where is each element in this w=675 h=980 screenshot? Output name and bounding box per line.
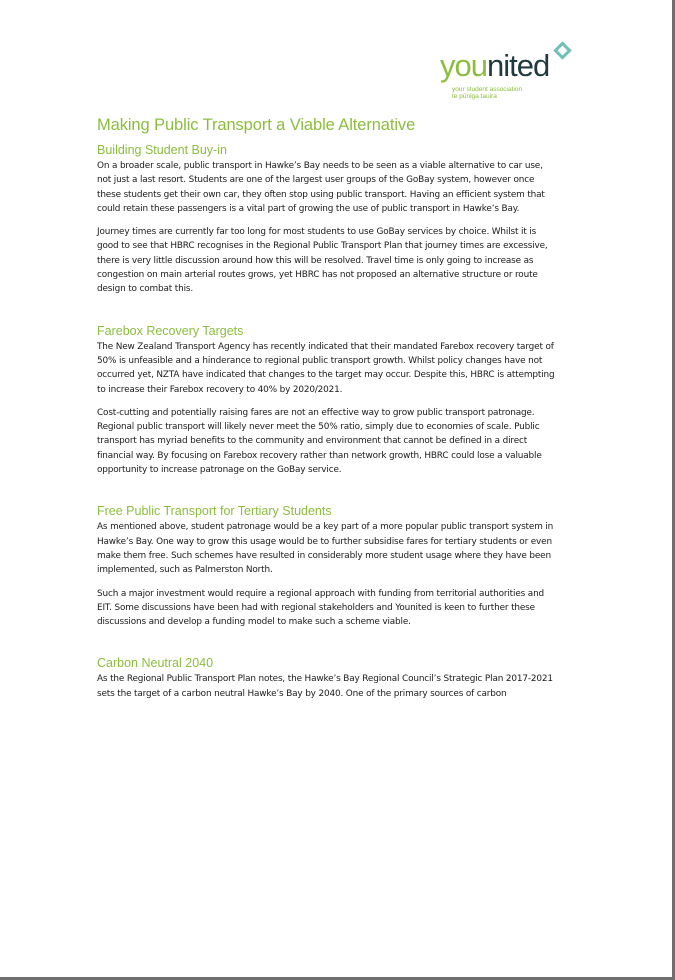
section-free-public-transport	[97, 504, 557, 629]
logo-word-part1: you	[440, 48, 487, 83]
paragraph: On a broader scale, public transport in Hawke’s Bay needs to be seen as a viable alternative to car use, not just a last resort. Students are one of the largest user groups of the GoBay system, however once these students get their own car, they often stop using public transport. Having an efficient system that could retain these passengers is a vital part of growing the use of public transport in Hawke’s Bay.	[97, 161, 545, 214]
logo-tagline-line2: te pūniga tauira	[452, 93, 497, 100]
diamond-icon	[553, 41, 571, 59]
section-farebox-recovery-targets	[97, 324, 557, 478]
section-heading: Building Student Buy-in	[97, 143, 227, 157]
logo-tagline	[452, 86, 522, 100]
paragraph: Journey times are currently far too long for most students to use GoBay services by choice. Whilst it is good to see that HBRC recognises in the Regional Public Transport Plan that journey times are excessive, there is very little discussion around how this will be resolved. Travel time is only going to increase as congestion on main arterial routes grows, yet HBRC has not proposed an alternative structure or route design to combat this.	[97, 227, 548, 295]
paragraph: As mentioned above, student patronage would be a key part of a more popular public transport system in Hawke’s Bay. One way to grow this usage would be to further subsidise fares for tertiary students or even make them free. Such schemes have resulted in considerably more student usage where they have been implemented, such as Palmerston North.	[97, 522, 554, 576]
page-title: Making Public Transport a Viable Alternative	[97, 116, 416, 134]
document-body	[97, 116, 557, 710]
paragraph: As the Regional Public Transport Plan notes, the Hawke’s Bay Regional Council’s Strategic Plan 2017-2021 sets the target of a carbon neutral Hawke’s Bay by 2040. One of the primary sources of carbon	[97, 674, 553, 699]
section-carbon-neutral-2040	[97, 656, 557, 701]
section-building-student-buy-in	[97, 143, 557, 297]
logo-tagline-line1: your student association	[452, 86, 523, 93]
logo-word-part2: nited	[486, 48, 550, 83]
paragraph: Cost-cutting and potentially raising fares are not an effective way to grow public transport patronage. Regional public transport will likely never meet the 50% ratio, simply due to economies of scale. Public transport has myriad benefits to the community and environment that cannot be defined in a direct financial way. By focusing on Farebox recovery rather than network growth, HBRC could lose a valuable opportunity to increase patronage on the GoBay service.	[97, 407, 542, 476]
paragraph: The New Zealand Transport Agency has recently indicated that their mandated Farebox recovery target of 50% is unfeasible and a hinderance to regional public transport growth. Whilst policy changes have not occurred yet, NZTA have indicated that changes to the target may occur. Despite this, HBRC is attempting to increase their Farebox recovery to 40% by 2020/2021.	[97, 341, 555, 395]
paragraph: Such a major investment would require a regional approach with funding from territorial authorities and EIT. Some discussions have been had with regional stakeholders and Younited is keen to further these discussions and develop a funding model to make such a scheme viable.	[97, 588, 545, 628]
younited-logo	[440, 40, 580, 100]
logo-wordmark	[440, 50, 549, 81]
section-heading: Carbon Neutral 2040	[97, 656, 214, 671]
section-heading: Farebox Recovery Targets	[97, 323, 244, 338]
section-heading: Free Public Transport for Tertiary Students	[97, 504, 332, 519]
